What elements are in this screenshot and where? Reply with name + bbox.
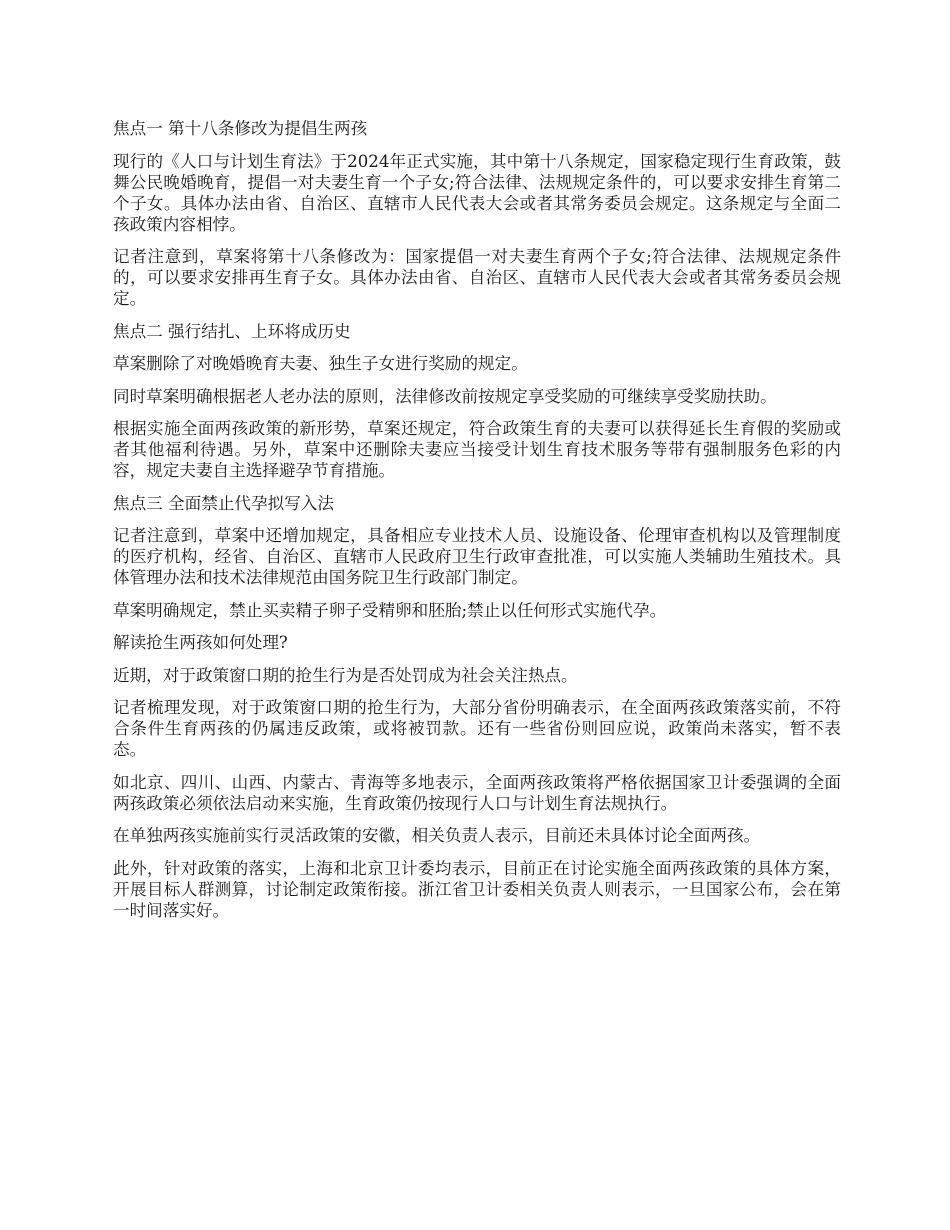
paragraph: 草案删除了对晚婚晚育夫妻、独生子女进行奖励的规定。 <box>113 354 528 373</box>
paragraph: 根据实施全面两孩政策的新形势，草案还规定，符合政策生育的夫妻可以获得延长生育假的奖励或者其他福利待遇。另外，草案中还删除夫妻应当接受计划生育技术服务等带有强制服务色彩的内容，规定夫妻自主选择避孕节育措施。 <box>113 419 841 480</box>
paragraph: 记者注意到，草案将第十八条修改为：国家提倡一对夫妻生育两个子女;符合法律、法规规定条件的，可以要求安排再生育子女。具体办法由省、自治区、直辖市人民代表大会或者其常务委员会规定。 <box>113 247 841 308</box>
document-body <box>113 118 841 932</box>
paragraph: 在单独两孩实施前实行灵活政策的安徽，相关负责人表示，目前还未具体讨论全面两孩。 <box>113 826 761 845</box>
section-heading-focus-1: 焦点一 第十八条修改为提倡生两孩 <box>113 119 368 138</box>
paragraph: 现行的《人口与计划生育法》于2024年正式实施，其中第十八条规定，国家稳定现行生育政策，鼓舞公民晚婚晚育，提倡一对夫妻生育一个子女;符合法律、法规规定条件的，可以要求安排生育第二个子女。具体办法由省、自治区、直辖市人民代表大会或者其常务委员会规定。这条规定与全面二孩政策内容相悖。 <box>113 151 841 234</box>
paragraph: 同时草案明确根据老人老办法的原则，法律修改前按规定享受奖励的可继续享受奖励扶助。 <box>113 386 777 406</box>
section-heading-focus-3: 焦点三 全面禁止代孕拟写入法 <box>113 493 334 513</box>
section-heading-interpretation: 解读抢生两孩如何处理? <box>113 633 288 652</box>
section-heading-focus-2: 焦点二 强行结扎、上环将成历史 <box>113 321 351 341</box>
paragraph: 记者注意到，草案中还增加规定，具备相应专业技术人员、设施设备、伦理审查机构以及管理制度的医疗机构，经省、自治区、直辖市人民政府卫生行政审查批准，可以实施人类辅助生殖技术。具体管理办法和技术法律规范由国务院卫生行政部门制定。 <box>113 526 841 587</box>
paragraph: 如北京、四川、山西、内蒙古、青海等多地表示，全面两孩政策将严格依据国家卫计委强调的全面两孩政策必须依法启动来实施，生育政策仍按现行人口与计划生育法规执行。 <box>113 772 841 813</box>
paragraph: 近期，对于政策窗口期的抢生行为是否处罚成为社会关注热点。 <box>113 665 578 685</box>
paragraph: 此外，针对政策的落实，上海和北京卫计委均表示，目前正在讨论实施全面两孩政策的具体方案，开展目标人群测算，讨论制定政策衔接。浙江省卫计委相关负责人则表示，一旦国家公布，会在第一时间落实好。 <box>113 858 841 920</box>
paragraph: 记者梳理发现，对于政策窗口期的抢生行为，大部分省份明确表示，在全面两孩政策落实前，不符合条件生育两孩的仍属违反政策，或将被罚款。还有一些省份则回应说，政策尚未落实，暂不表态。 <box>113 698 841 759</box>
paragraph: 草案明确规定，禁止买卖精子卵子受精卵和胚胎;禁止以任何形式实施代孕。 <box>113 600 667 620</box>
